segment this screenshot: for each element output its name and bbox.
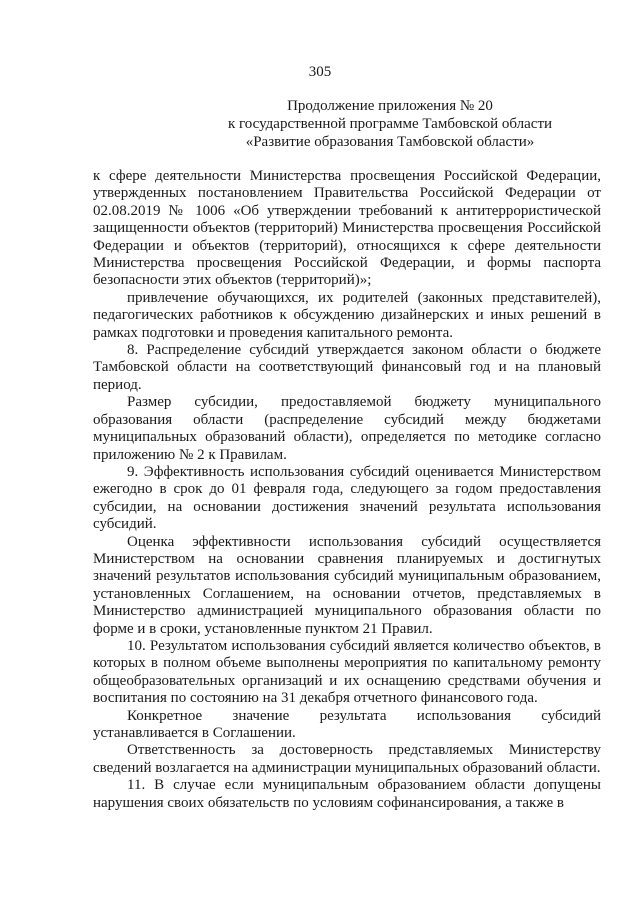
page-number: 305 (308, 64, 332, 80)
paragraph-item-8: 8. Распределение субсидий утверждается законом области о бюджете Тамбовской области на соответствующий финансовый год и на плановый период. (93, 342, 601, 393)
paragraph-item-10: 10. Результатом использования субсидий является количество объектов, в которых в полном объеме выполнены мероприятия по капитальному ремонту общеобразовательных организаций и их оснащению средствами обучения и воспитания по состоянию на 31 декабря отчетного финансового года. (93, 637, 601, 707)
paragraph-efficiency-assessment: Оценка эффективности использования субсидий осуществляется Министерством на основании сравнения планируемых и достигнутых значений результатов использования субсидий муниципальным образованием, установленных Соглашением, на основании отчетов, представляемых в Министерство администрацией муниципального образования области по форме и в сроки, установленные пунктом 21 Правил. (93, 533, 601, 637)
paragraph-item-11: 11. В случае если муниципальным образованием области допущены нарушения своих обязательств по условиям софинансирования, а также в (93, 777, 601, 811)
paragraph-continuation: к сфере деятельности Министерства просвещения Российской Федерации, утвержденных постановлением Правительства Российской Федерации от 02.08.2019 № 1006 «Об утверждении требований к антитеррористической защищенности объектов (территорий) Министерства просвещения Российской Федерации и объектов (территорий), относящихся к сфере деятельности Министерства просвещения Российской Федерации, и формы паспорта безопасности этих объектов (территорий)»; (93, 168, 601, 289)
paragraph-responsibility: Ответственность за достоверность представляемых Министерству сведений возлагается на администрации муниципальных образований области. (93, 742, 601, 776)
paragraph-item-9: 9. Эффективность использования субсидий оценивается Министерством ежегодно в срок до 01 февраля года, следующего за годом предоставления субсидии, на основании достижения значений результата использования субсидий. (93, 463, 601, 533)
paragraph-specific-value: Конкретное значение результата использования субсидий устанавливается в Соглашении. (93, 707, 601, 741)
appendix-header-line-3: «Развитие образования Тамбовской области» (245, 134, 535, 150)
document-body (93, 168, 601, 812)
appendix-header-line-2: к государственной программе Тамбовской области (227, 116, 553, 132)
paragraph-involvement: привлечение обучающихся, их родителей (законных представителей), педагогических работников к обсуждению дизайнерских и иных решений в рамках подготовки и проведения капитального ремонта. (93, 289, 601, 341)
appendix-header (180, 97, 600, 151)
appendix-header-line-1: Продолжение приложения № 20 (287, 98, 493, 114)
paragraph-subsidy-size: Размер субсидии, предоставляемой бюджету муниципального образования области (распределение субсидий между бюджетами муниципальных образований области), определяется по методике согласно приложению № 2 к Правилам. (93, 394, 601, 463)
